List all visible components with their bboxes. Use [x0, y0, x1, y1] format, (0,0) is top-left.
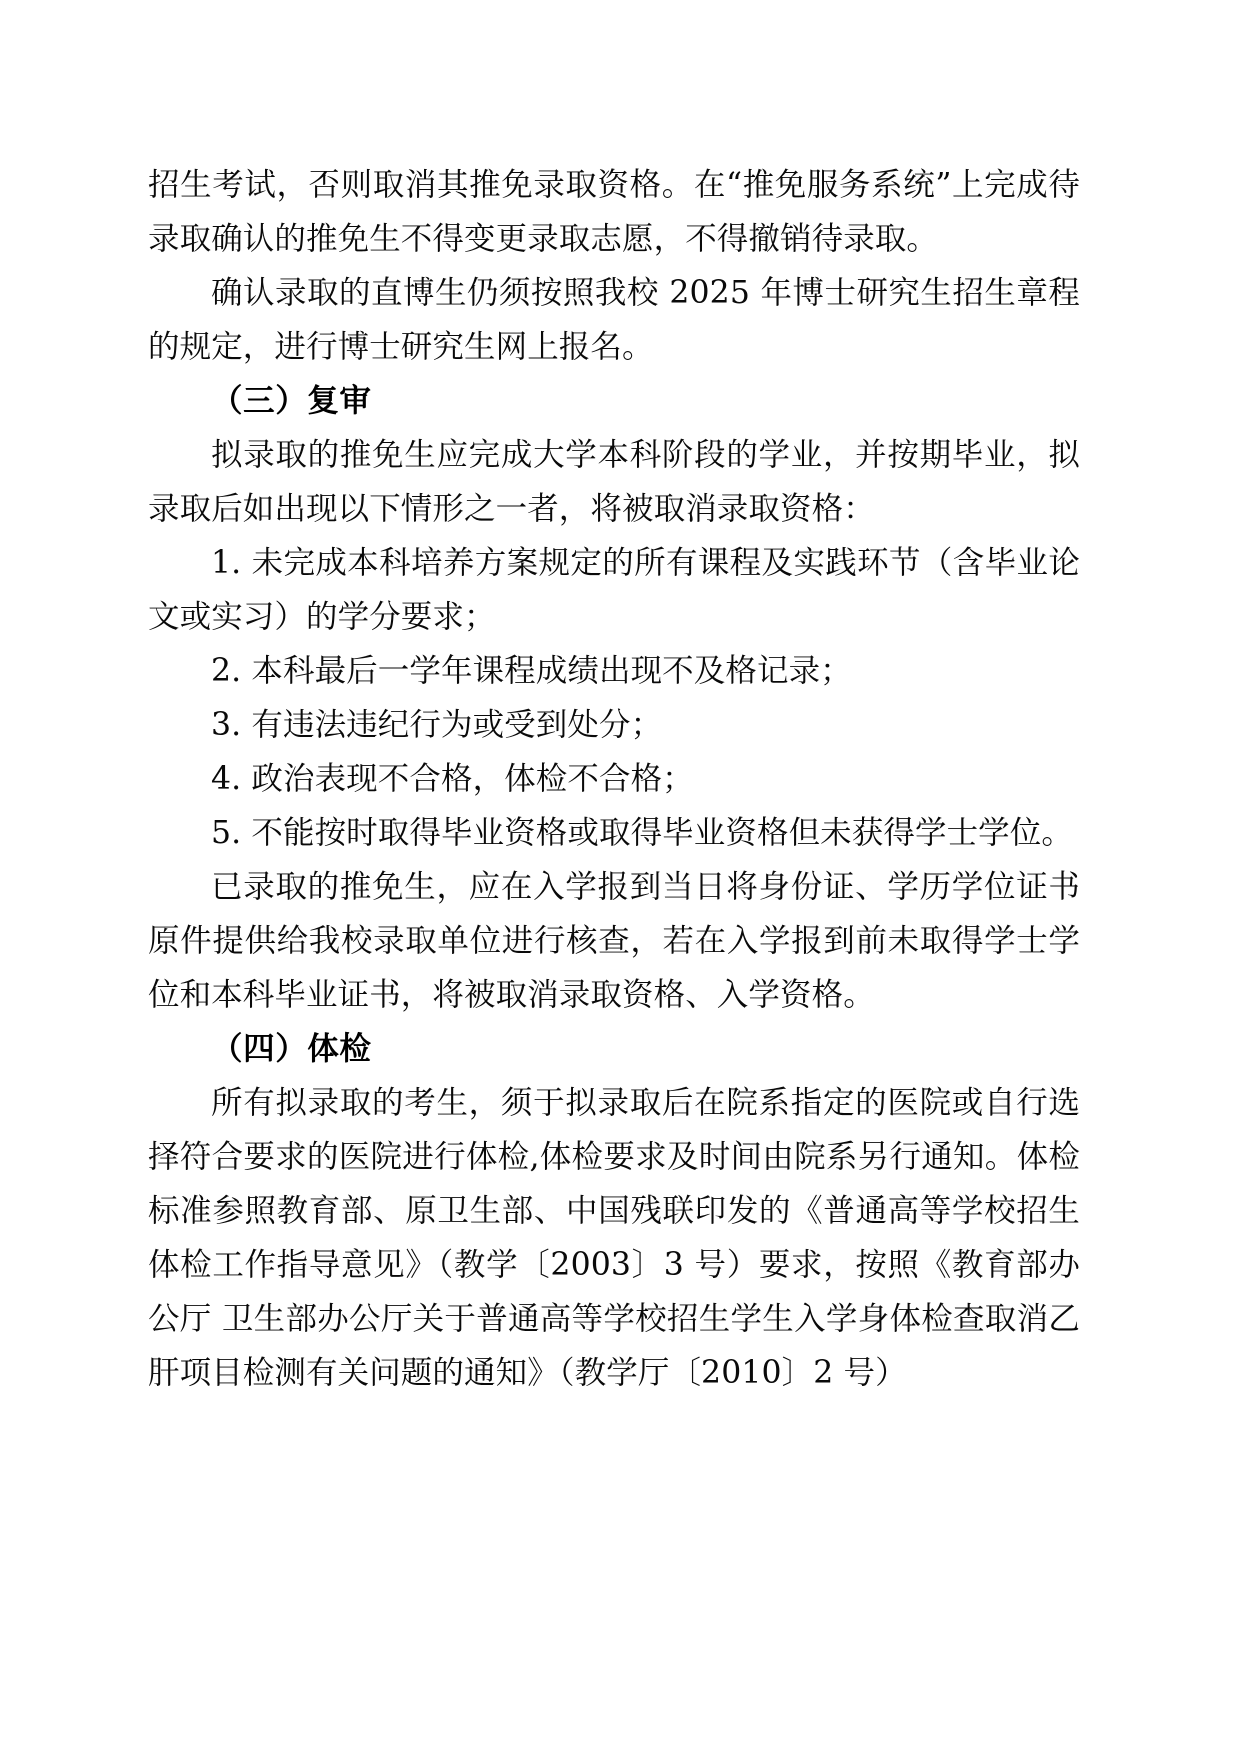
- paragraph-continuation-admission-exam: 招生考试，否则取消其推免录取资格。在“推免服务系统”上完成待录取确认的推免生不得变更录取志愿，不得撤销待录取。: [148, 167, 1080, 257]
- list-item-2: 2. 本科最后一学年课程成绩出现不及格记录；: [211, 653, 852, 689]
- list-item-3: 3. 有违法违纪行为或受到处分；: [211, 707, 663, 743]
- paragraph-review-requirements: 拟录取的推免生应完成大学本科阶段的学业，并按期毕业，拟录取后如出现以下情形之一者，将被取消录取资格：: [148, 437, 1080, 527]
- list-item-1: 1. 未完成本科培养方案规定的所有课程及实践环节（含毕业论文或实习）的学分要求；: [148, 545, 1080, 635]
- list-item-5: 5. 不能按时取得毕业资格或取得毕业资格但未获得学士学位。: [211, 815, 1073, 851]
- list-item-4: 4. 政治表现不合格，体检不合格；: [211, 761, 694, 797]
- section-heading-review: （三）复审: [211, 382, 372, 419]
- paragraph-enrolled-student-documents: 已录取的推免生，应在入学报到当日将身份证、学历学位证书原件提供给我校录取单位进行核查，若在入学报到前未取得学士学位和本科毕业证书，将被取消录取资格、入学资格。: [148, 869, 1080, 1013]
- paragraph-direct-phd-confirmation: 确认录取的直博生仍须按照我校 2025 年博士研究生招生章程的规定，进行博士研究生网上报名。: [148, 275, 1080, 365]
- document-body: [148, 158, 1080, 1400]
- section-heading-physical-exam: （四）体检: [211, 1030, 372, 1067]
- paragraph-physical-exam-requirements: 所有拟录取的考生，须于拟录取后在院系指定的医院或自行选择符合要求的医院进行体检,体检要求及时间由院系另行通知。体检标准参照教育部、原卫生部、中国残联印发的《普通高等学校招生体检工作指导意见》（教学〔2003〕3 号）要求，按照《教育部办公厅 卫生部办公厅关于普通高等学校招生学生入学身体检查取消乙肝项目检测有关问题的通知》（教学厅〔2010〕2 号）: [148, 1085, 1080, 1391]
